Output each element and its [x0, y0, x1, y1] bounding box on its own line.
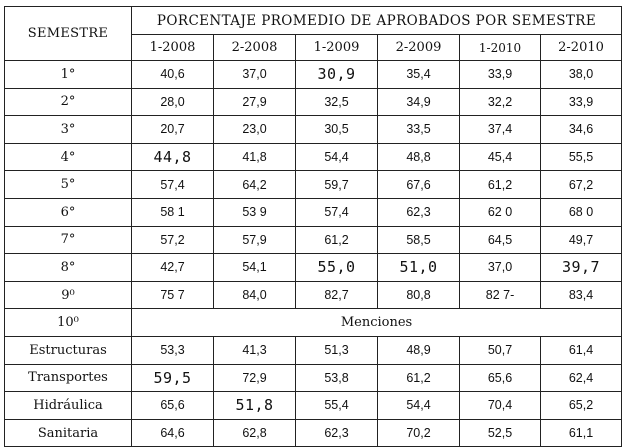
value-cell: 27,9 [214, 88, 296, 116]
value-cell: 57,4 [132, 171, 214, 199]
period-header: 2-2009 [378, 35, 460, 61]
value-cell: 39,7 [541, 254, 622, 282]
value-cell: 61,2 [378, 364, 460, 392]
value-cell: 51,3 [296, 336, 378, 364]
value-cell: 23,0 [214, 116, 296, 144]
value-cell: 40,6 [132, 61, 214, 89]
value-cell: 48,8 [378, 143, 460, 171]
semester-column-header: SEMESTRE [5, 7, 132, 61]
mention-row [5, 392, 622, 420]
row-label: 6° [5, 198, 132, 226]
value-cell: 61,1 [541, 419, 622, 447]
value-cell: 52,5 [460, 419, 541, 447]
period-header: 1-2009 [296, 35, 378, 61]
value-cell: 55,0 [296, 254, 378, 282]
mention-row [5, 364, 622, 392]
mention-row [5, 419, 622, 447]
value-cell: 83,4 [541, 281, 622, 309]
value-cell: 54,4 [296, 143, 378, 171]
row-label: 4° [5, 143, 132, 171]
value-cell: 53 9 [214, 198, 296, 226]
value-cell: 45,4 [460, 143, 541, 171]
value-cell: 30,9 [296, 61, 378, 89]
row-label: 5° [5, 171, 132, 199]
period-header: 2-2008 [214, 35, 296, 61]
value-cell: 48,9 [378, 336, 460, 364]
value-cell: 62,3 [296, 419, 378, 447]
value-cell: 41,8 [214, 143, 296, 171]
value-cell: 55,5 [541, 143, 622, 171]
table-title: PORCENTAJE PROMEDIO DE APROBADOS POR SEMESTRE [132, 7, 622, 35]
mention-row [5, 336, 622, 364]
value-cell: 59,5 [132, 364, 214, 392]
value-cell: 53,8 [296, 364, 378, 392]
value-cell: 82 7- [460, 281, 541, 309]
row-label: Estructuras [5, 336, 132, 364]
row-label: 7° [5, 226, 132, 254]
semester-row [5, 116, 622, 144]
value-cell: 53,3 [132, 336, 214, 364]
value-cell: 82,7 [296, 281, 378, 309]
value-cell: 64,5 [460, 226, 541, 254]
row-label: 2° [5, 88, 132, 116]
value-cell: 33,9 [460, 61, 541, 89]
row-label: Hidráulica [5, 392, 132, 420]
value-cell: 35,4 [378, 61, 460, 89]
value-cell: 41,3 [214, 336, 296, 364]
value-cell: 54,1 [214, 254, 296, 282]
value-cell: 70,2 [378, 419, 460, 447]
value-cell: 67,6 [378, 171, 460, 199]
tenth-semester-row [5, 309, 622, 337]
semester-row [5, 198, 622, 226]
row-label: 10⁰ [5, 309, 132, 337]
value-cell: 37,0 [460, 254, 541, 282]
period-header: 2-2010 [541, 35, 622, 61]
value-cell: 65,6 [460, 364, 541, 392]
semester-row [5, 61, 622, 89]
row-label: 9⁰ [5, 281, 132, 309]
value-cell: 37,4 [460, 116, 541, 144]
value-cell: 64,2 [214, 171, 296, 199]
row-label: 3° [5, 116, 132, 144]
value-cell: 70,4 [460, 392, 541, 420]
value-cell: 55,4 [296, 392, 378, 420]
value-cell: 33,9 [541, 88, 622, 116]
value-cell: 64,6 [132, 419, 214, 447]
semester-row [5, 88, 622, 116]
row-label: Sanitaria [5, 419, 132, 447]
value-cell: 62,4 [541, 364, 622, 392]
value-cell: 51,8 [214, 392, 296, 420]
period-header: 1-2008 [132, 35, 214, 61]
value-cell: 80,8 [378, 281, 460, 309]
value-cell: 28,0 [132, 88, 214, 116]
value-cell: 34,6 [541, 116, 622, 144]
value-cell: 32,2 [460, 88, 541, 116]
value-cell: 61,2 [296, 226, 378, 254]
row-label: 1° [5, 61, 132, 89]
approval-rate-table [4, 6, 622, 447]
value-cell: 65,2 [541, 392, 622, 420]
value-cell: 65,6 [132, 392, 214, 420]
period-header: 1-2010 [460, 35, 541, 61]
value-cell: 59,7 [296, 171, 378, 199]
value-cell: 34,9 [378, 88, 460, 116]
value-cell: 75 7 [132, 281, 214, 309]
value-cell: 62,8 [214, 419, 296, 447]
value-cell: 32,5 [296, 88, 378, 116]
value-cell: 68 0 [541, 198, 622, 226]
value-cell: 57,9 [214, 226, 296, 254]
value-cell: 54,4 [378, 392, 460, 420]
value-cell: 61,2 [460, 171, 541, 199]
value-cell: 38,0 [541, 61, 622, 89]
value-cell: 49,7 [541, 226, 622, 254]
value-cell: 50,7 [460, 336, 541, 364]
mentions-label: Menciones [132, 309, 622, 337]
value-cell: 72,9 [214, 364, 296, 392]
value-cell: 44,8 [132, 143, 214, 171]
value-cell: 84,0 [214, 281, 296, 309]
value-cell: 62,3 [378, 198, 460, 226]
value-cell: 57,2 [132, 226, 214, 254]
value-cell: 58,5 [378, 226, 460, 254]
value-cell: 67,2 [541, 171, 622, 199]
value-cell: 42,7 [132, 254, 214, 282]
semester-row [5, 143, 622, 171]
value-cell: 20,7 [132, 116, 214, 144]
row-label: 8° [5, 254, 132, 282]
semester-row [5, 171, 622, 199]
value-cell: 62 0 [460, 198, 541, 226]
row-label: Transportes [5, 364, 132, 392]
value-cell: 33,5 [378, 116, 460, 144]
semester-row [5, 226, 622, 254]
value-cell: 30,5 [296, 116, 378, 144]
value-cell: 37,0 [214, 61, 296, 89]
semester-row [5, 281, 622, 309]
value-cell: 51,0 [378, 254, 460, 282]
semester-row [5, 254, 622, 282]
value-cell: 61,4 [541, 336, 622, 364]
value-cell: 58 1 [132, 198, 214, 226]
value-cell: 57,4 [296, 198, 378, 226]
